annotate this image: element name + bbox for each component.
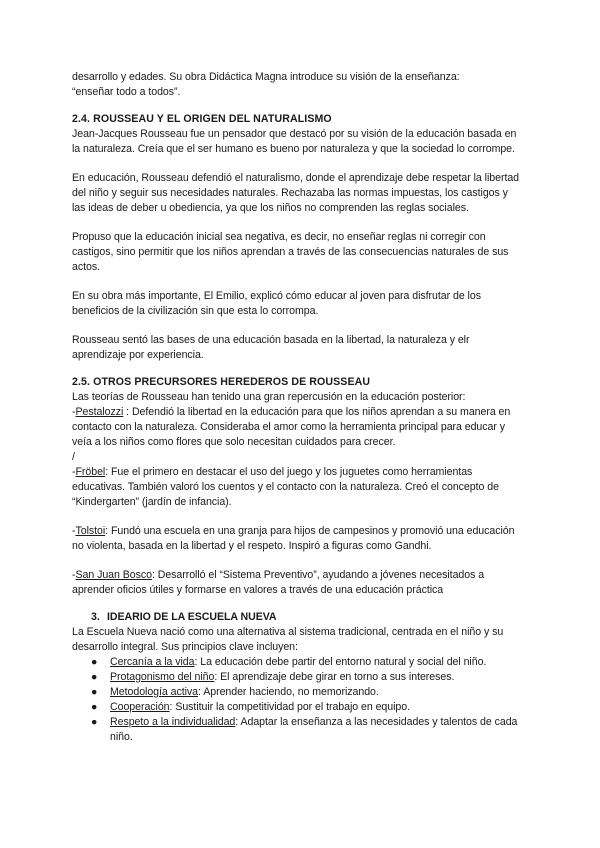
heading-precursores: 2.5. OTROS PRECURSORES HEREDEROS DE ROUSSEAU (72, 376, 371, 388)
bullet-icon: ● (91, 686, 98, 698)
dash: - (72, 406, 76, 418)
frobel-text: : Fue el primero en destacar el uso del juego y los juguetes como herramientas educativas. También valoró los cuentos y el contacto con la naturaleza. Creó el concepto de “Kindergarten” (jardín de infancia). (72, 466, 499, 508)
principle-term: Respeto a la individualidad (110, 716, 236, 728)
dash: - (72, 466, 76, 478)
list-item (72, 700, 524, 715)
list-item (72, 655, 524, 670)
list-item (72, 670, 524, 685)
rousseau-paragraph-2: En educación, Rousseau defendió el naturalismo, donde el aprendizaje debe respetar la libertad del niño y seguir sus necesidades naturales. Rechazaba las normas impuestas, los castigos y las ideas de deber u obediencia, ya que los niños no comprenden las reglas sociales. (72, 172, 520, 214)
intro-line-1: desarrollo y edades. Su obra Didáctica Magna introduce su visión de la enseñanza: (72, 71, 460, 83)
heading-rousseau: 2.4. ROUSSEAU Y EL ORIGEN DEL NATURALISMO (72, 113, 332, 125)
frobel-paragraph (72, 465, 524, 510)
tolstoi-paragraph (72, 524, 524, 554)
principle-text: : Adaptar la enseñanza a las necesidades y talentos de cada niño. (110, 716, 518, 743)
pestalozzi-paragraph (72, 405, 524, 450)
intro-line-2: “enseñar todo a todos”. (72, 86, 181, 98)
principle-text: : La educación debe partir del entorno natural y social del niño. (194, 656, 487, 668)
dash: - (72, 569, 76, 581)
principle-text: : Sustituir la competitividad por el trabajo en equipo. (169, 701, 410, 713)
dash: - (72, 525, 76, 537)
bosco-text: : Desarrolló el “Sistema Preventivo”, ayudando a jóvenes necesitados a aprender oficios útiles y formarse en valores a través de una educación práctica (72, 569, 485, 596)
rousseau-paragraph-1: Jean-Jacques Rousseau fue un pensador que destacó por su visión de la educación basada en la naturaleza. Creía que el ser humano es bueno por naturaleza y que la sociedad lo corrompe. (72, 128, 517, 155)
principle-text: : El aprendizaje debe girar en torno a sus intereses. (214, 671, 455, 683)
pestalozzi-text: : Defendió la libertad en la educación para que los niños aprendan a su manera en contacto con la naturaleza. Consideraba el amor como la herramienta principal para educar y veía a los niños como flores que solo necesitan cuidados para crecer. (72, 406, 511, 448)
bullet-icon: ● (91, 701, 98, 713)
principle-term: Metodología activa (110, 686, 199, 698)
bullet-icon: ● (91, 656, 98, 668)
principles-list (72, 655, 524, 745)
slash-line: / (72, 451, 75, 463)
tolstoi-text: : Fundó una escuela en una granja para hijos de campesinos y promovió una educación no violenta, basada en la libertad y el respeto. Inspiró a figuras como Gandhi. (72, 525, 515, 552)
rousseau-paragraph-5: Rousseau sentó las bases de una educación basada en la libertad, la naturaleza y elr aprendizaje por experiencia. (72, 334, 470, 361)
precursores-intro: Las teorías de Rousseau han tenido una gran repercusión en la educación posterior: (72, 391, 466, 403)
bosco-paragraph (72, 568, 524, 598)
list-item (72, 715, 524, 745)
principle-text: : Aprender haciendo, no memorizando. (198, 686, 379, 698)
heading-escuela-nueva (72, 610, 524, 625)
principle-term: Protagonismo del niño (110, 671, 215, 683)
tolstoi-name: Tolstoi (75, 525, 106, 537)
list-item (72, 685, 524, 700)
document-page (72, 70, 524, 745)
bosco-name: San Juan Bosco (75, 569, 152, 581)
principle-term: Cercanía a la vida (110, 656, 195, 668)
rousseau-paragraph-4: En su obra más importante, El Emilio, explicó cómo educar al joven para disfrutar de los beneficios de la civilización sin que esta lo corrompa. (72, 290, 481, 317)
pestalozzi-name: Pestalozzi (75, 406, 124, 418)
principle-term: Cooperación (110, 701, 170, 713)
section-title: IDEARIO DE LA ESCUELA NUEVA (107, 611, 277, 623)
bullet-icon: ● (91, 671, 98, 683)
bullet-icon: ● (91, 716, 98, 728)
rousseau-paragraph-3: Propuso que la educación inicial sea negativa, es decir, no enseñar reglas ni corregir con castigos, sino permitir que los niños aprendan a través de las consecuencias naturales de sus actos. (72, 231, 509, 273)
frobel-name: Fröbel (75, 466, 106, 478)
section-number: 3. (91, 611, 100, 623)
escuela-nueva-intro: La Escuela Nueva nació como una alternativa al sistema tradicional, centrada en el niño y su desarrollo integral. Sus principios clave incluyen: (72, 626, 504, 653)
